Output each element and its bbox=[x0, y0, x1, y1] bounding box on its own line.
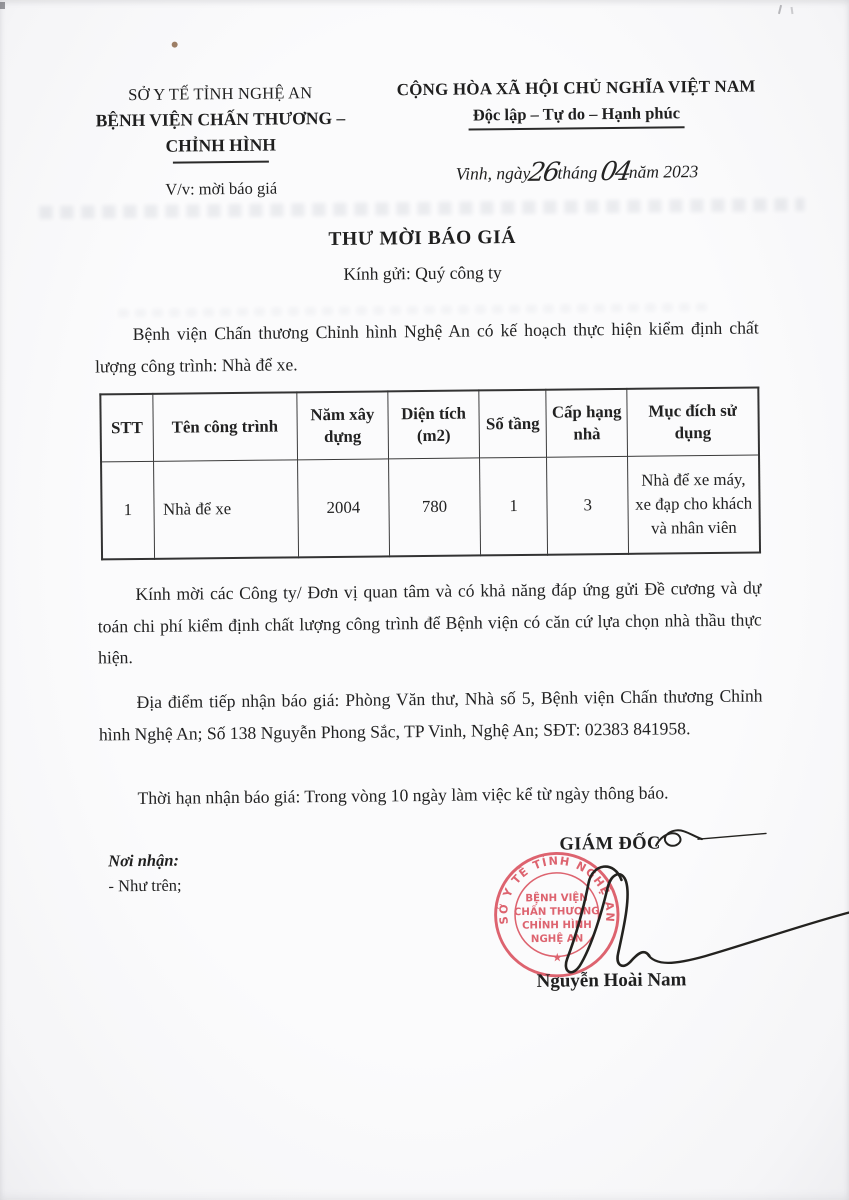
organization-name-line1: BỆNH VIỆN CHẤN THƯƠNG – bbox=[95, 107, 346, 131]
header-cell-dien-tich: Diện tích (m2) bbox=[388, 390, 480, 458]
handwritten-day: 26 bbox=[526, 157, 561, 188]
date-mid: tháng bbox=[557, 162, 598, 183]
cell-nam-xay-dung: 2004 bbox=[297, 459, 389, 557]
stamp-line-3: CHỈNH HÌNH bbox=[521, 919, 592, 932]
header-left bbox=[64, 82, 377, 200]
header-cell-ten-cong-trinh: Tên công trình bbox=[152, 392, 297, 461]
signature-strokes bbox=[474, 811, 849, 990]
stamp-ring-text: SỞ Y TẾ TỈNH NGHỆ AN bbox=[497, 854, 617, 926]
stamp-line-4: NGHỆ AN bbox=[530, 933, 584, 946]
header-cell-nam-xay-dung: Năm xây dựng bbox=[297, 391, 389, 459]
handwritten-signature bbox=[474, 811, 849, 990]
projects-table bbox=[99, 386, 761, 560]
header-cell-stt: STT bbox=[100, 394, 153, 462]
table-header-row bbox=[100, 388, 759, 462]
stamp-line-1: BỆNH VIỆN bbox=[525, 892, 588, 905]
handwritten-month: 04 bbox=[597, 156, 632, 188]
header-cell-muc-dich: Mục đích sử dụng bbox=[627, 388, 759, 457]
organization-name bbox=[64, 104, 377, 159]
scan-artifact bbox=[172, 42, 178, 48]
stamp-star-icon: ★ bbox=[551, 950, 563, 965]
subject-line: V/v: mời báo giá bbox=[165, 178, 278, 199]
header-cell-so-tang: Số tầng bbox=[479, 390, 547, 458]
parent-department-name: SỞ Y TẾ TỈNH NGHỆ AN bbox=[128, 83, 313, 105]
cell-cap-hang-nha: 3 bbox=[547, 456, 629, 554]
signer-name: Nguyễn Hoài Nam bbox=[536, 969, 687, 992]
letter-title: THƯ MỜI BÁO GIÁ bbox=[328, 227, 517, 250]
director-title: GIÁM ĐỐC bbox=[559, 833, 661, 855]
place-date-line bbox=[375, 153, 779, 187]
recipients-label: Nơi nhận: bbox=[108, 850, 180, 871]
cell-so-tang: 1 bbox=[480, 457, 548, 555]
paragraph-address: Địa điểm tiếp nhận báo giá: Phòng Văn thư, Nhà số 5, Bệnh viện Chấn thương Chỉnh hình Nghệ An; Số 138 Nguyễn Phong Sắc, TP Vinh, Nghệ An; SĐT: 02383 841958. bbox=[98, 685, 763, 744]
recipients-item: - Như trên; bbox=[108, 875, 182, 896]
cell-stt: 1 bbox=[101, 461, 154, 559]
national-motto: Độc lập – Tự do – Hạnh phúc bbox=[469, 103, 684, 130]
header-underline bbox=[173, 161, 269, 164]
date-suffix: năm 2023 bbox=[628, 161, 699, 182]
stamp-line-2: CHẤN THƯƠNG bbox=[513, 906, 600, 919]
paragraph-plan: Bệnh viện Chấn thương Chỉnh hình Nghệ An có kế hoạch thực hiện kiểm định chất lượng công trình: Nhà để xe. bbox=[94, 317, 759, 376]
paragraph-deadline: Thời hạn nhận báo giá: Trong vòng 10 ngày làm việc kể từ ngày thông báo. bbox=[137, 782, 669, 809]
ink-bleed-through bbox=[39, 198, 804, 219]
cell-ten-cong-trinh: Nhà để xe bbox=[153, 460, 298, 559]
header-cell-cap-hang-nha: Cấp hạng nhà bbox=[546, 389, 628, 457]
national-title: CỘNG HÒA XÃ HỘI CHỦ NGHĨA VIỆT NAM bbox=[396, 76, 756, 100]
paragraph-invitation: Kính mời các Công ty/ Đơn vị quan tâm và có khả năng đáp ứng gửi Đề cương và dự toán chi phí kiểm định chất lượng công trình để Bệnh viện có căn cứ lựa chọn nhà thầu thực hiện. bbox=[97, 577, 762, 668]
date-prefix: Vinh, ngày bbox=[455, 162, 531, 184]
recipients-block bbox=[108, 851, 182, 897]
organization-name-line2: CHỈNH HÌNH bbox=[165, 134, 277, 156]
cell-dien-tich: 780 bbox=[388, 458, 480, 556]
header-right bbox=[374, 76, 779, 187]
table-row bbox=[101, 455, 760, 559]
salutation: Kính gửi: Quý công ty bbox=[343, 262, 502, 284]
cell-muc-dich: Nhà để xe máy, xe đạp cho khách và nhân viên bbox=[628, 455, 760, 554]
